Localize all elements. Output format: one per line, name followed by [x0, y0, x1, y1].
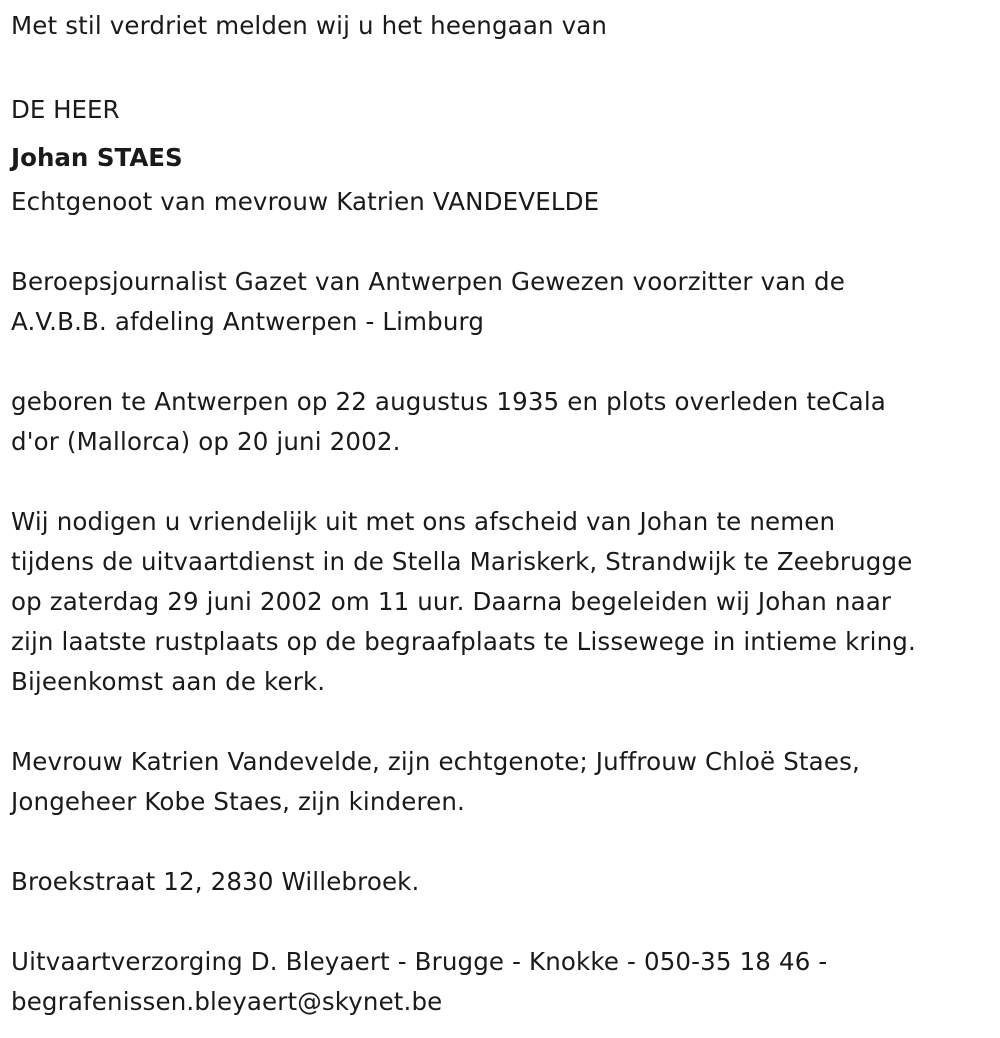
address-paragraph	[11, 862, 996, 902]
death-notice	[11, 6, 996, 1022]
birth-death-paragraph	[11, 382, 996, 462]
profession-line: A.V.B.B. afdeling Antwerpen - Limburg	[11, 307, 485, 336]
birth-death-line: geboren te Antwerpen op 22 augustus 1935 en plots overleden teCala	[11, 387, 886, 416]
funeral-line: Wij nodigen u vriendelijk uit met ons afscheid van Johan te nemen	[11, 507, 836, 536]
undertaker-paragraph	[11, 942, 996, 1022]
family-line: Jongeheer Kobe Staes, zijn kinderen.	[11, 787, 465, 816]
title-prefix: DE HEER	[11, 95, 120, 124]
funeral-line: op zaterdag 29 juni 2002 om 11 uur. Daarna begeleiden wij Johan naar	[11, 587, 892, 616]
family-paragraph	[11, 742, 996, 822]
spouse-line: Echtgenoot van mevrouw Katrien VANDEVELDE	[11, 187, 600, 216]
funeral-line: Bijeenkomst aan de kerk.	[11, 667, 326, 696]
undertaker-line: Uitvaartverzorging D. Bleyaert - Brugge - Knokke - 050-35 18 46 -	[11, 947, 828, 976]
funeral-paragraph	[11, 502, 996, 702]
intro-text: Met stil verdriet melden wij u het heengaan van	[11, 11, 608, 40]
family-line: Mevrouw Katrien Vandevelde, zijn echtgenote; Juffrouw Chloë Staes,	[11, 747, 860, 776]
profession-line: Beroepsjournalist Gazet van Antwerpen Gewezen voorzitter van de	[11, 267, 845, 296]
funeral-line: tijdens de uitvaartdienst in de Stella Mariskerk, Strandwijk te Zeebrugge	[11, 547, 913, 576]
profession-paragraph	[11, 262, 996, 342]
funeral-line: zijn laatste rustplaats op de begraafplaats te Lissewege in intieme kring.	[11, 627, 916, 656]
address-text: Broekstraat 12, 2830 Willebroek.	[11, 867, 420, 896]
intro-paragraph	[11, 6, 996, 46]
birth-death-line: d'or (Mallorca) op 20 juni 2002.	[11, 427, 401, 456]
deceased-block	[11, 86, 996, 222]
undertaker-email: begrafenissen.bleyaert@skynet.be	[11, 987, 443, 1016]
deceased-name: Johan STAES	[11, 143, 183, 172]
